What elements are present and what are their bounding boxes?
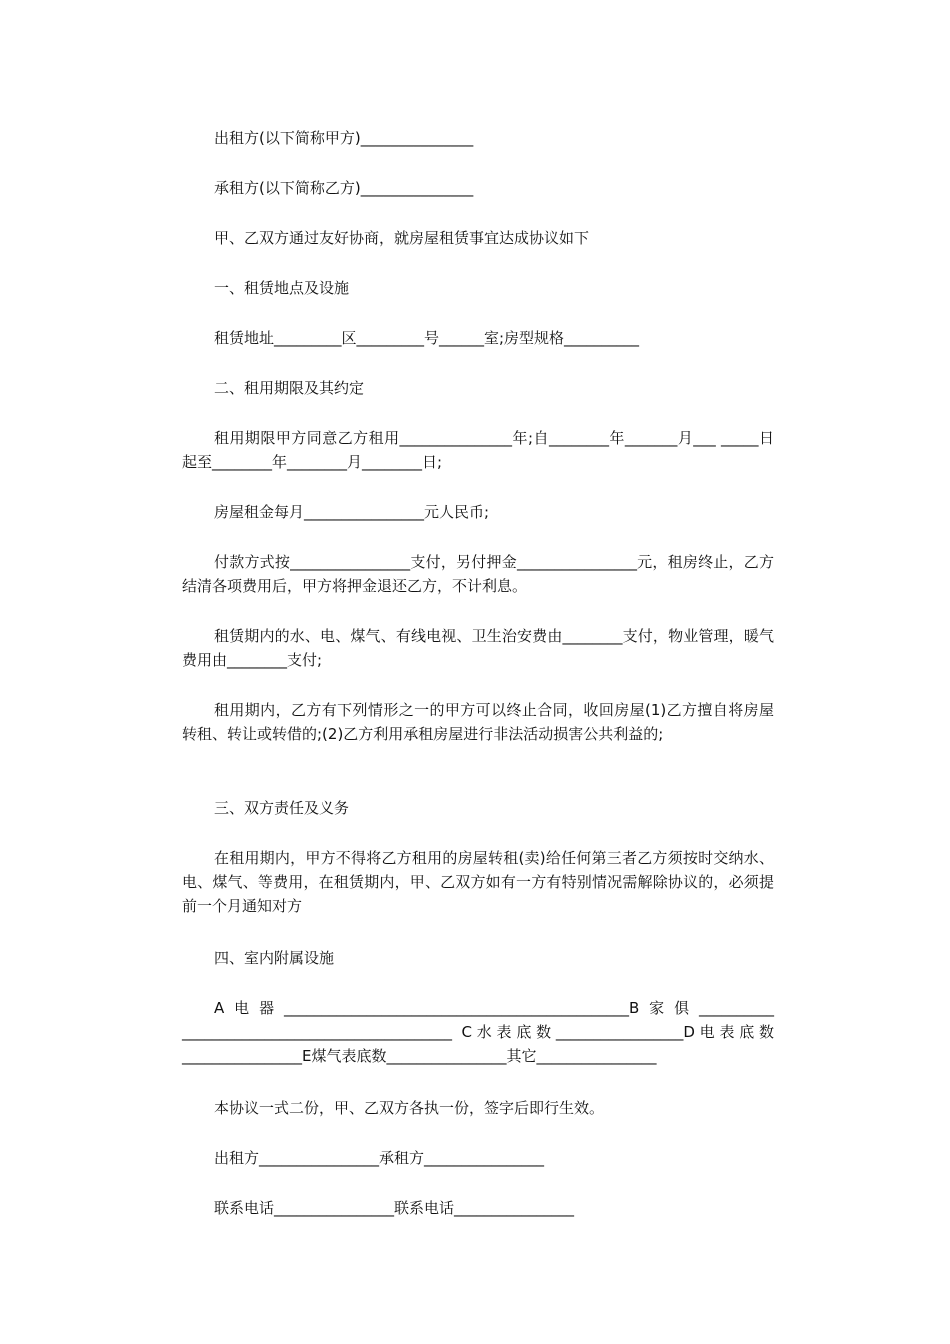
- copies-clause: 本协议一式二份，甲、乙双方各执一份，签字后即行生效。: [214, 1099, 605, 1117]
- facilities-paragraph: A电器______________________________________________B家俱__________ ____________________________________ C水表底数_________________D电表底数________________E煤气表底数________________其它________________: [182, 999, 779, 1065]
- utilities-paragraph: 租赁期内的水、电、煤气、有线电视、卫生治安费由________支付，物业管理，暖气费用由________支付;: [182, 627, 774, 669]
- lease-term-paragraph: 租用期限甲方同意乙方租用_______________年;自________年_______月___ _____日起至________年________月________日;: [182, 429, 774, 471]
- lessee-line: 承租方(以下简称乙方)_______________: [214, 179, 474, 197]
- monthly-rent-line: 房屋租金每月________________元人民币;: [214, 503, 490, 521]
- section-heading-3: 三、双方责任及义务: [214, 799, 350, 817]
- phone-line: 联系电话________________联系电话________________: [214, 1199, 575, 1217]
- lessor-line: 出租方(以下简称甲方)_______________: [214, 129, 474, 147]
- intro-paragraph: 甲、乙双方通过友好协商，就房屋租赁事宜达成协议如下: [214, 229, 590, 247]
- termination-paragraph: 租用期内，乙方有下列情形之一的甲方可以终止合同，收回房屋(1)乙方擅自将房屋转租、转让或转借的;(2)乙方利用承租房屋进行非法活动损害公共利益的;: [182, 701, 774, 743]
- section-heading-4: 四、室内附属设施: [214, 949, 335, 967]
- responsibilities-paragraph: 在租用期内，甲方不得将乙方租用的房屋转租(卖)给任何第三者乙方须按时交纳水、电、煤气、等费用，在租赁期内，甲、乙双方如有一方有特别情况需解除协议的，必须提前一个月通知对方: [182, 849, 774, 915]
- rental-address-line: 租赁地址_________区_________号______室;房型规格__________: [214, 329, 640, 347]
- section-heading-1: 一、租赁地点及设施: [214, 279, 350, 297]
- payment-paragraph: 付款方式按________________支付，另付押金________________元，租房终止，乙方结清各项费用后，甲方将押金退还乙方，不计利息。: [182, 553, 774, 595]
- signature-line: 出租方________________承租方________________: [214, 1149, 545, 1167]
- section-heading-2: 二、租用期限及其约定: [214, 379, 365, 397]
